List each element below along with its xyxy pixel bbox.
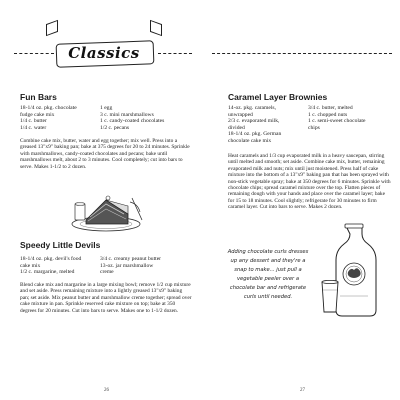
recipe-title-speedy-little-devils: Speedy Little Devils [20,240,101,250]
speedy-devils-ingredients-left: 18-1/4 oz. pkg. devil's food cake mix 1/2 c. margarine, melted [20,256,82,276]
banner-ribbon-tail-left [46,20,58,36]
cake-slice-illustration [70,184,146,234]
milk-bottle-illustration [318,222,390,318]
page-number-left: 26 [104,388,109,393]
header-dashed-rule-left [14,53,54,54]
fun-bars-ingredients-left: 18-1/4 oz. pkg. chocolate fudge cake mix 1/4 c. butter 1/4 c. water [20,105,77,131]
header-dashed-rule-right [212,53,392,54]
chocolate-curls-tip: Adding chocolate curls dresses up any dessert and they're a snap to make... just pull a vegetable peeler over a chocolate bar and refrigerate curls until needed. [227,249,309,300]
brownies-directions: Heat caramels and 1/3 cup evaporated milk in a heavy saucepan, stirring until melted and smooth; set aside. Combine cake mix, butter, remaining evaporated milk and nuts; mix until just moistened. Press half of cake mixture into the bottom of a 13"x9" baking pan that has been sprayed with non-stick vegetable spray; bake at 350 degrees for 6 minutes. Sprinkle with chocolate chips; spread caramel mixture over the top. Flatten pieces of remaining dough with your hands and place over the caramel layer; bake for 15 to 18 minutes. Cool slightly; refrigerate for 30 minutes to firm caramel layer. Cut into bars to serve. Makes 2 dozen. [228,153,391,211]
banner-title: Classics [68,44,140,62]
speedy-devils-ingredients-right: 3/4 c. creamy peanut butter 13-oz. jar marshmallow creme [100,256,162,276]
page-number-right: 27 [300,388,305,393]
header-dashed-rule-middle [158,53,192,54]
brownies-ingredients-left: 14-oz. pkg. caramels, unwrapped 2/3 c. evaporated milk, divided 18-1/4 oz. pkg. German chocolate cake mix [228,105,282,144]
fun-bars-ingredients-right: 1 egg 3 c. mini marshmallows 1 c. candy-coated chocolates 1/2 c. pecans [100,105,165,131]
recipe-title-fun-bars: Fun Bars [20,92,57,102]
brownies-ingredients-right: 3/4 c. butter, melted 1 c. chopped nuts 1 c. semi-sweet chocolate chips [308,105,366,131]
banner-ribbon-tail-right [150,20,162,36]
recipe-title-caramel-layer-brownies: Caramel Layer Brownies [228,92,328,102]
speedy-devils-directions: Blend cake mix and margarine in a large mixing bowl; remove 1/2 cup mixture and set aside. Press remaining mixture into a lightly greased 13"x9" baking pan; set aside. Mix peanut butter and marshmallow creme together; spread over cake mixture in pan. Sprinkle reserved cake mixture on top; bake at 350 degrees for 20 minutes. Cut into bars to serve. Makes one to 1-1/2 dozen. [20,282,192,314]
fun-bars-directions: Combine cake mix, butter, water and egg together; mix well. Press into a greased 13"x9" baking pan; bake at 375 degrees for 20 to 24 minutes. Sprinkle with marshmallows, candy-coated chocolates and pecans; bake until marshmallows melt, about 2 to 3 minutes. Cool completely; cut into bars to serve. Makes 1-1/2 to 2 dozen. [20,138,190,170]
